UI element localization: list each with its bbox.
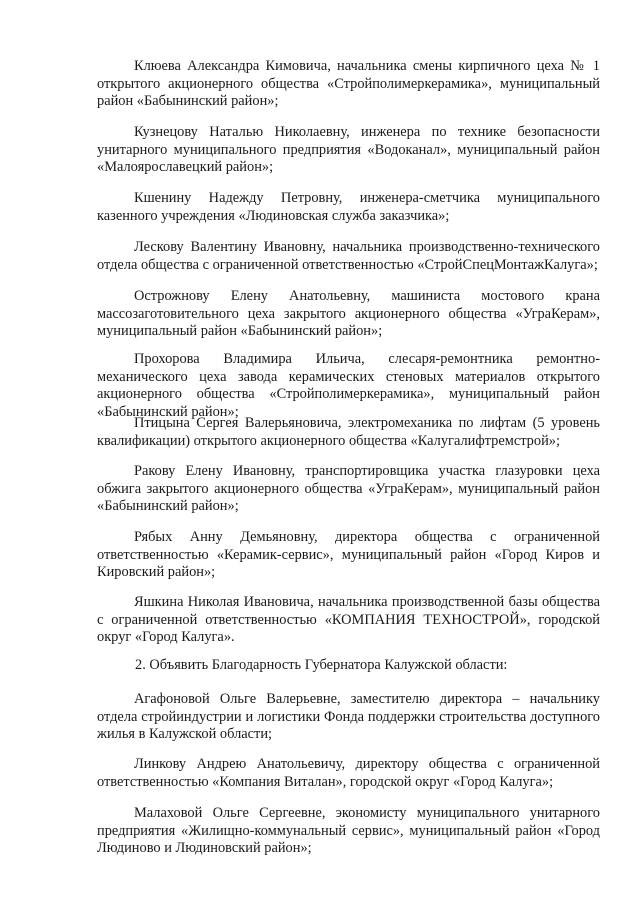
paragraph-ptitsyn: Птицына Сергея Валерьяновича, электромеханика по лифтам (5 уровень квалификации) открытого акционерного общества «Калугалифтремстрой»; xyxy=(97,415,600,449)
paragraph-prokhorov: Прохорова Владимира Ильича, слесаря-ремонтника ремонтно-механического цеха завода керамических стеновых материалов открытого акционерного общества «Стройполимеркерамика», муниципальный район «Бабынинский район»; xyxy=(97,351,600,420)
paragraph-malakhova: Малаховой Ольге Сергеевне, экономисту муниципального унитарного предприятия «Жилищно-коммунальный сервис», муниципальный район «Город Людиново и Людиновский район»; xyxy=(97,805,600,856)
paragraph-kluev: Клюева Александра Кимовича, начальника смены кирпичного цеха № 1 открытого акционерного общества «Стройполимеркерамика», муниципальный район «Бабынинский район»; xyxy=(97,58,600,109)
paragraph-kuznetsova: Кузнецову Наталью Николаевну, инженера по технике безопасности унитарного муниципального предприятия «Водоканал», муниципальный район «Малоярославецкий район»; xyxy=(97,124,600,175)
paragraph-rakova: Ракову Елену Ивановну, транспортировщика участка глазуровки цеха обжига закрытого акционерного общества «УграКерам», муниципальный район «Бабынинский район»; xyxy=(97,463,600,514)
paragraph-leskova: Лескову Валентину Ивановну, начальника производственно-технического отдела общества с ограниченной ответственностью «СтройСпецМонтажКалуга»; xyxy=(97,239,600,273)
paragraph-yashkin: Яшкина Николая Ивановича, начальника производственной базы общества с ограниченной ответственностью «КОМПАНИЯ ТЕХНОСТРОЙ», городской округ «Город Калуга». xyxy=(97,594,600,645)
paragraph-ostrozhnova: Острожнову Елену Анатольевну, машиниста мостового крана массозаготовительного цеха закрытого акционерного общества «УграКерам», муниципальный район «Бабынинский район»; xyxy=(97,288,600,339)
paragraph-kshenina: Кшенину Надежду Петровну, инженера-сметчика муниципального казенного учреждения «Людиновская служба заказчика»; xyxy=(97,190,600,224)
section-heading-gratitude: 2. Объявить Благодарность Губернатора Калужской области: xyxy=(135,657,508,673)
paragraph-ryabykh: Рябых Анну Демьяновну, директора общества с ограниченной ответственностью «Керамик-сервис», муниципальный район «Город Киров и Кировский район»; xyxy=(97,529,600,580)
paragraph-agafonova: Агафоновой Ольге Валерьевне, заместителю директора – начальнику отдела стройиндустрии и логистики Фонда поддержки строительства доступного жилья в Калужской области; xyxy=(97,691,600,742)
paragraph-linkov: Линкову Андрею Анатольевичу, директору общества с ограниченной ответственностью «Компания Виталан», городской округ «Город Калуга»; xyxy=(97,756,600,790)
